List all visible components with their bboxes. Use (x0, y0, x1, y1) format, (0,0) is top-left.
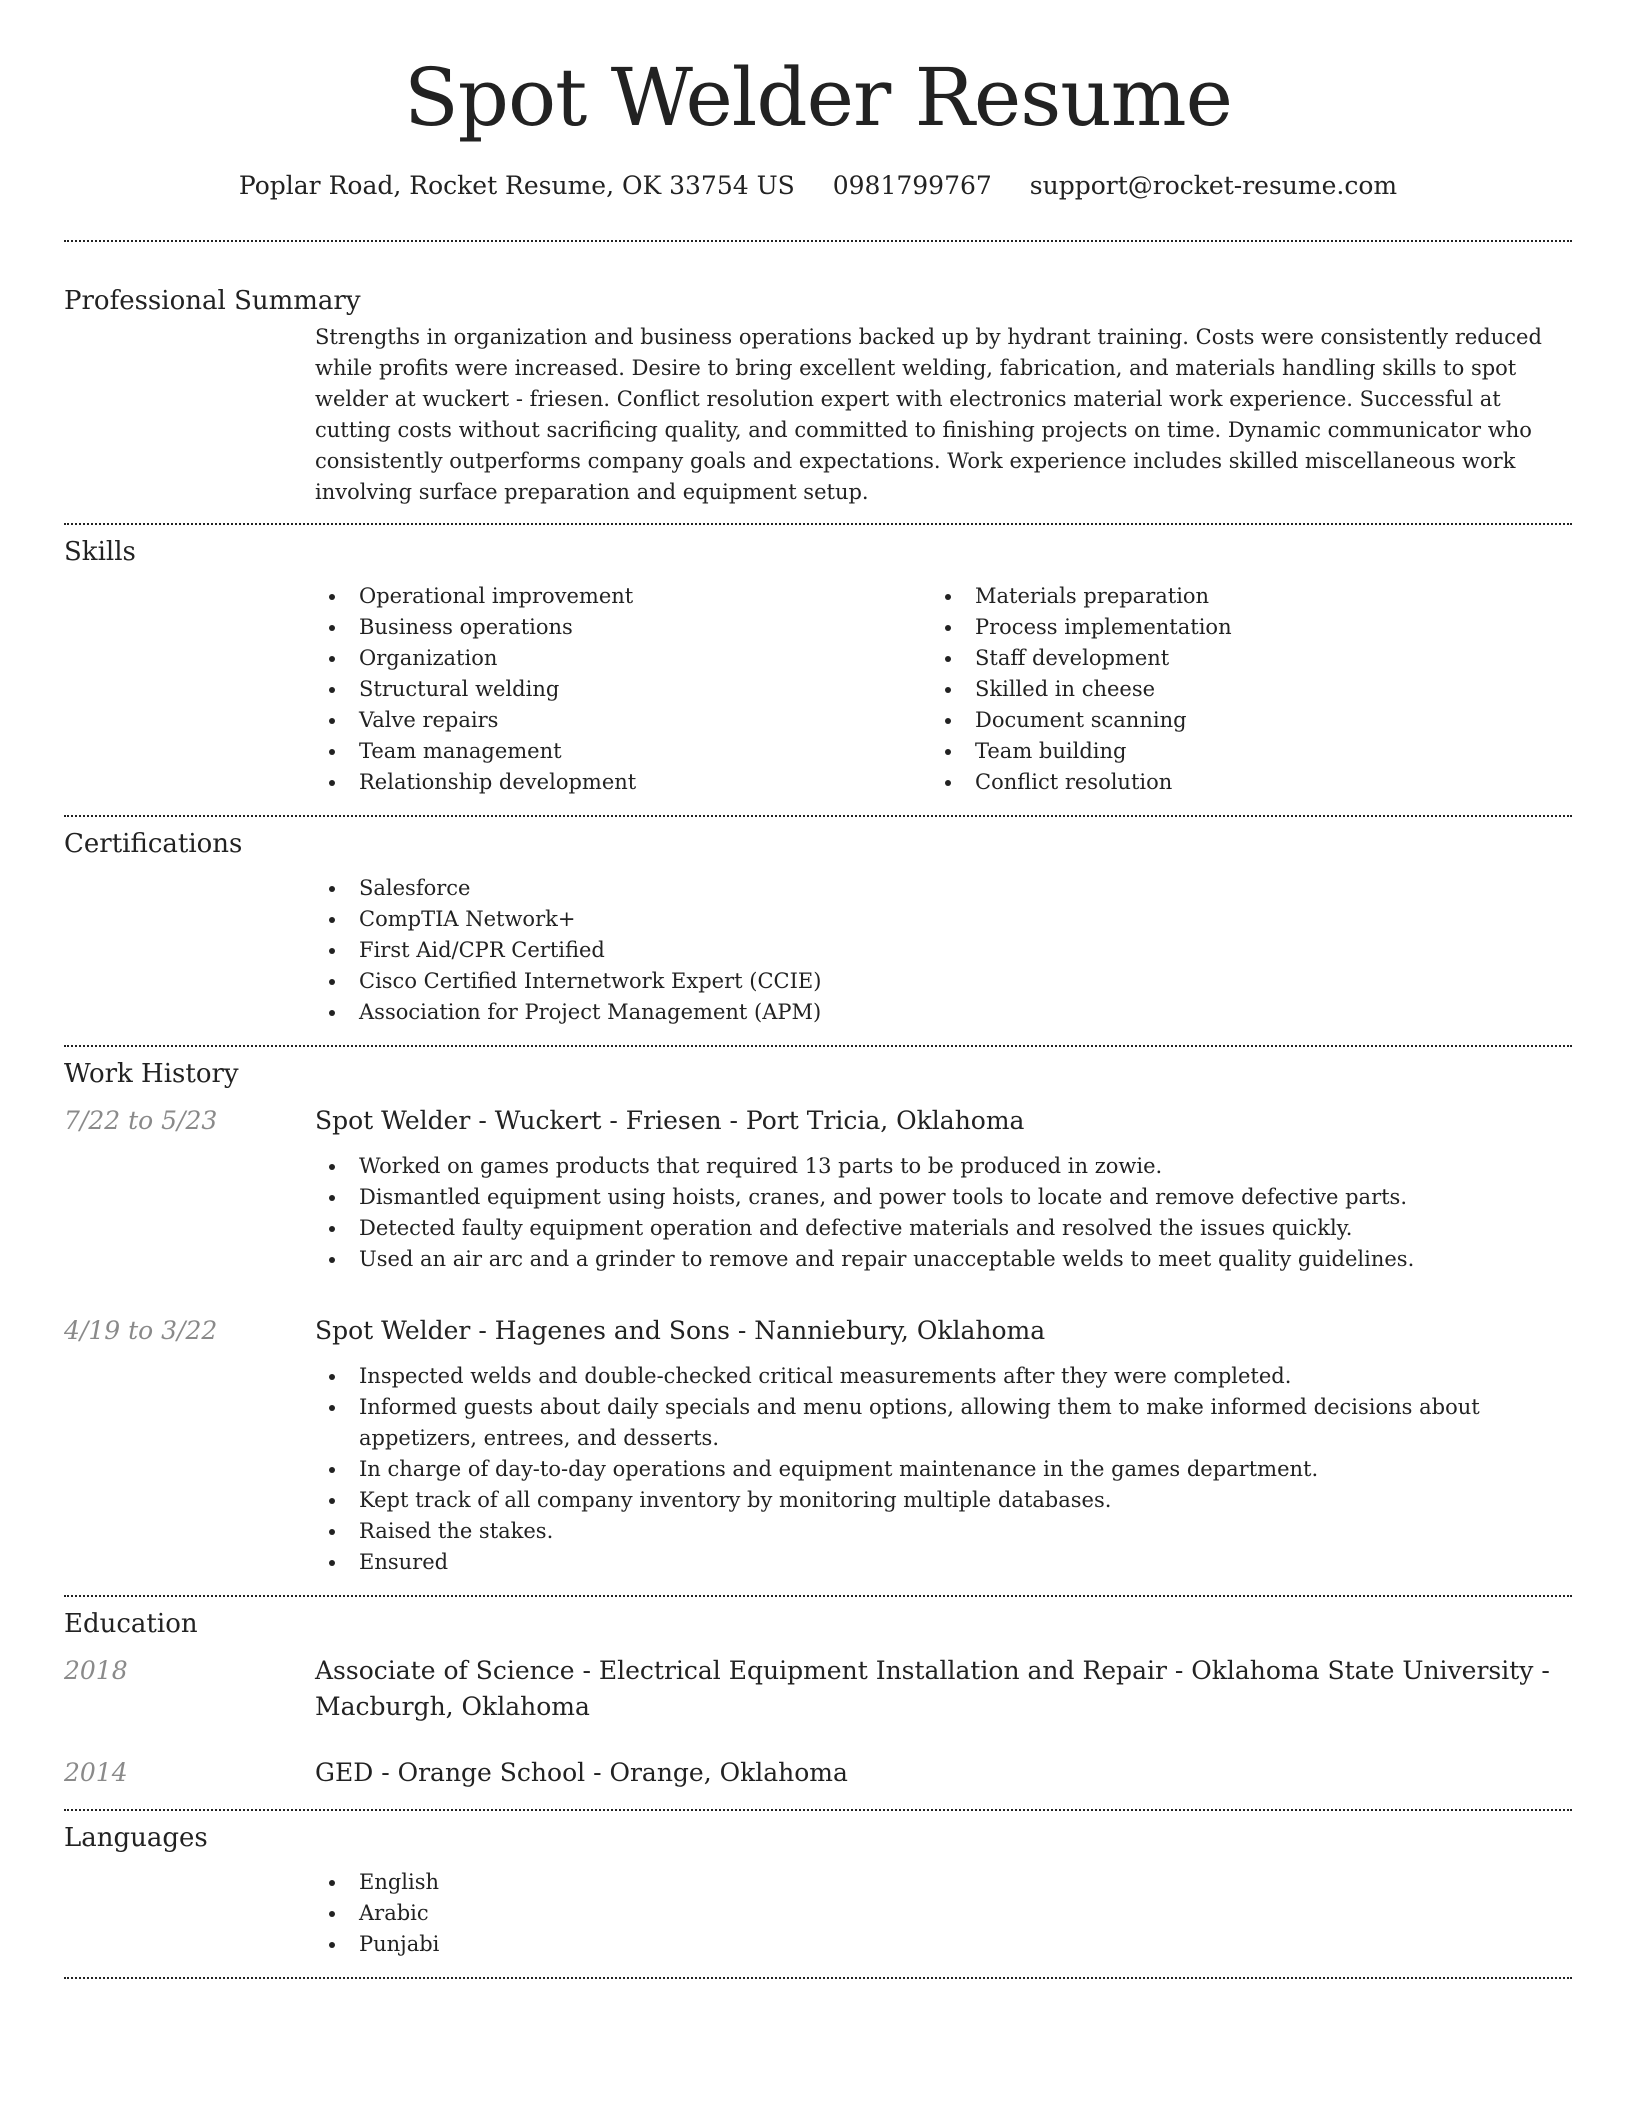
list-item: Inspected welds and double-checked critical measurements after they were completed. (315, 1361, 1572, 1392)
list-item: First Aid/CPR Certified (315, 935, 1572, 966)
section-heading-certifications: Certifications (64, 829, 243, 859)
contact-phone: 0981799767 (832, 171, 992, 200)
contact-line (64, 160, 1572, 240)
section-heading-skills: Skills (64, 537, 136, 567)
job-date: 7/22 to 5/23 (64, 1106, 218, 1135)
section-heading-languages: Languages (64, 1823, 208, 1853)
section-heading-education: Education (64, 1609, 198, 1639)
summary-text: Strengths in organization and business operations backed up by hydrant training. Costs were consistently reduced while profits were increased. Desire to bring excellent welding, fabrication, and materials handling skills to spot welder at wuckert - friesen. Conflict resolution expert with electronics material work experience. Successful at cutting costs without sacrificing quality, and committed to finishing projects on time. Dynamic communicator who consistently outperforms company goals and expectations. Work experience includes skilled miscellaneous work involving surface preparation and equipment setup. (315, 325, 1542, 504)
list-item: Informed guests about daily specials and menu options, allowing them to make informed decisions about appetizers, entrees, and desserts. (315, 1392, 1572, 1454)
education-year: 2014 (64, 1758, 128, 1787)
contact-address: Poplar Road, Rocket Resume, OK 33754 US (238, 171, 795, 200)
list-item: Team building (931, 736, 1547, 767)
list-item: English (315, 1867, 1572, 1898)
skills-list-right (931, 581, 1547, 798)
list-item: Staff development (931, 643, 1547, 674)
list-item: CompTIA Network+ (315, 904, 1572, 935)
list-item: Organization (315, 643, 931, 674)
education-year: 2018 (64, 1656, 128, 1685)
list-item: Kept track of all company inventory by monitoring multiple databases. (315, 1485, 1572, 1516)
list-item: Team management (315, 736, 931, 767)
list-item: Structural welding (315, 674, 931, 705)
job-entry (64, 1103, 1572, 1275)
list-item: Detected faulty equipment operation and defective materials and resolved the issues quickly. (315, 1213, 1572, 1244)
list-item: Arabic (315, 1898, 1572, 1929)
job-bullets (315, 1151, 1572, 1275)
skills-columns (315, 581, 1572, 815)
list-item: Operational improvement (315, 581, 931, 612)
job-title: Spot Welder - Hagenes and Sons - Nanniebury, Oklahoma (315, 1316, 1046, 1345)
resume-page (64, 0, 1572, 1979)
list-item: Salesforce (315, 873, 1572, 904)
skills-list-left (315, 581, 931, 798)
education-title: GED - Orange School - Orange, Oklahoma (315, 1758, 848, 1787)
list-item: Document scanning (931, 705, 1547, 736)
section-work-history (64, 1047, 1572, 1595)
list-item: Used an air arc and a grinder to remove and repair unacceptable welds to meet quality guidelines. (315, 1244, 1572, 1275)
list-item: Process implementation (931, 612, 1547, 643)
languages-list (315, 1867, 1572, 1977)
list-item: Ensured (315, 1547, 1572, 1578)
list-item: Cisco Certified Internetwork Expert (CCIE) (315, 966, 1572, 997)
list-item: Materials preparation (931, 581, 1547, 612)
list-item: Relationship development (315, 767, 931, 798)
list-item: Skilled in cheese (931, 674, 1547, 705)
job-date: 4/19 to 3/22 (64, 1316, 218, 1345)
list-item: Business operations (315, 612, 931, 643)
education-entry (64, 1653, 1572, 1725)
list-item: Dismantled equipment using hoists, cranes, and power tools to locate and remove defective parts. (315, 1182, 1572, 1213)
certifications-list (315, 873, 1572, 1045)
resume-title: Spot Welder Resume (404, 51, 1232, 144)
list-item: Worked on games products that required 13 parts to be produced in zowie. (315, 1151, 1572, 1182)
contact-email: support@rocket-resume.com (1029, 171, 1398, 200)
section-summary (64, 242, 1572, 523)
list-item: Association for Project Management (APM) (315, 997, 1572, 1028)
section-heading-work-history: Work History (64, 1059, 239, 1089)
section-languages (64, 1811, 1572, 1977)
section-education (64, 1597, 1572, 1809)
section-divider (64, 1977, 1572, 1979)
section-certifications (64, 817, 1572, 1045)
list-item: Punjabi (315, 1929, 1572, 1960)
section-skills (64, 525, 1572, 815)
section-heading-summary: Professional Summary (64, 286, 361, 316)
education-entry (64, 1725, 1572, 1809)
list-item: Valve repairs (315, 705, 931, 736)
education-title: Associate of Science - Electrical Equipment Installation and Repair - Oklahoma State University - Macburgh, Oklahoma (315, 1656, 1550, 1721)
job-title: Spot Welder - Wuckert - Friesen - Port Tricia, Oklahoma (315, 1106, 1025, 1135)
job-bullets (315, 1361, 1572, 1595)
list-item: In charge of day-to-day operations and equipment maintenance in the games department. (315, 1454, 1572, 1485)
job-entry (64, 1275, 1572, 1595)
list-item: Raised the stakes. (315, 1516, 1572, 1547)
list-item: Conflict resolution (931, 767, 1547, 798)
